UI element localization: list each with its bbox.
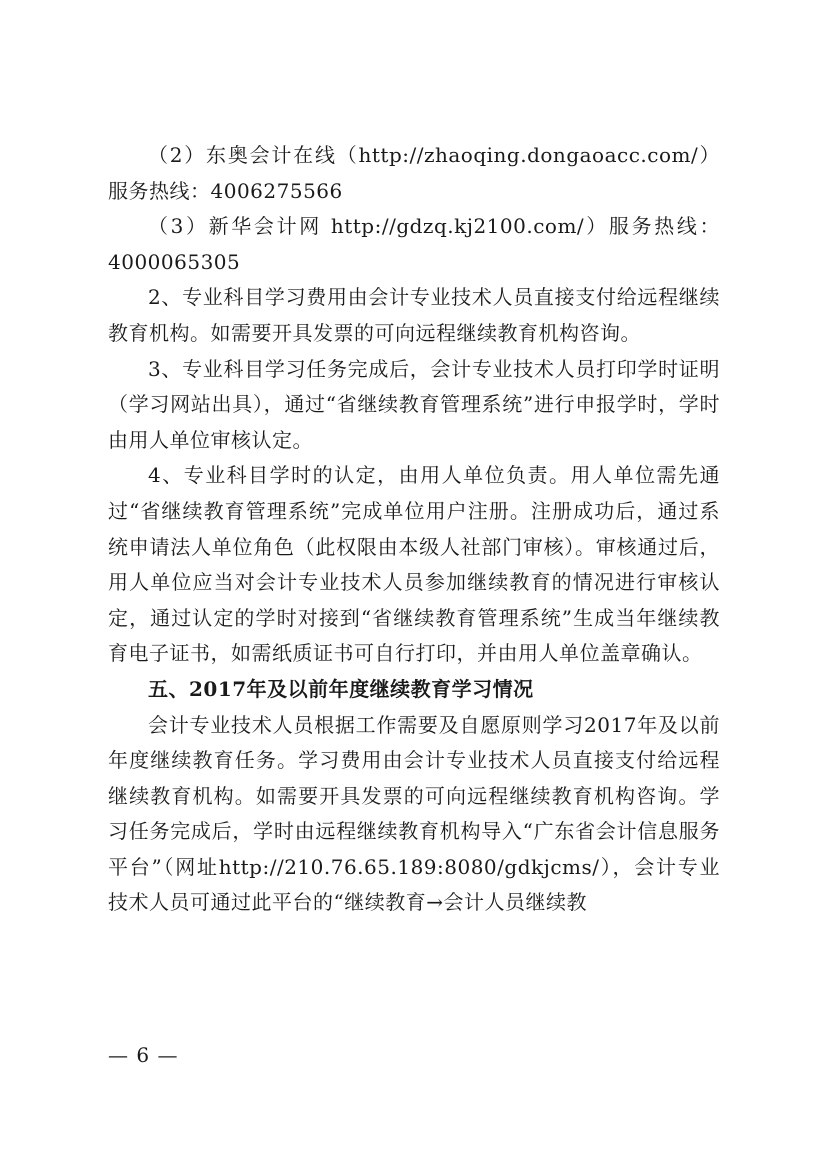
paragraph-study-completion: 3、专业科目学习任务完成后，会计专业技术人员打印学时证明（学习网站出具），通过“省继续教育管理系统”进行申报学时，学时由用人单位审核认定。 <box>108 356 720 452</box>
section-heading-2017-study: 五、2017年及以前年度继续教育学习情况 <box>148 676 534 701</box>
paragraph-hours-recognition: 4、专业科目学时的认定，由用人单位负责。用人单位需先通过“省继续教育管理系统”完成单位用户注册。注册成功后，通过系统申请法人单位角色（此权限由本级人社部门审核）。审核通过后，用人单位应当对会计专业技术人员参加继续教育的情况进行审核认定，通过认定的学时对接到“省继续教育管理系统”生成当年继续教育电子证书，如需纸质证书可自行打印，并由用人单位盖章确认。 <box>108 463 720 666</box>
paragraph-service-hotline-dongao: （2）东奥会计在线（http://zhaoqing.dongaoacc.com/）服务热线：4006275566 <box>108 143 720 203</box>
paragraph-service-hotline-xinhua: （3）新华会计网 http://gdzq.kj2100.com/）服务热线：4000065305 <box>108 214 720 274</box>
page-number: — 6 — <box>108 1043 179 1067</box>
paragraph-study-fee: 2、专业科目学习费用由会计专业技术人员直接支付给远程继续教育机构。如需要开具发票的可向远程继续教育机构咨询。 <box>108 285 720 345</box>
document-body <box>108 138 720 921</box>
paragraph-2017-study: 会计专业技术人员根据工作需要及自愿原则学习2017年及以前年度继续教育任务。学习费用由会计专业技术人员直接支付给远程继续教育机构。如需要开具发票的可向远程继续教育机构咨询。学习任务完成后，学时由远程继续教育机构导入“广东省会计信息服务平台”（网址http://210.76.65.189:8080/gdkjcms/），会计专业技术人员可通过此平台的“继续教育→会计人员继续教 <box>108 712 720 915</box>
